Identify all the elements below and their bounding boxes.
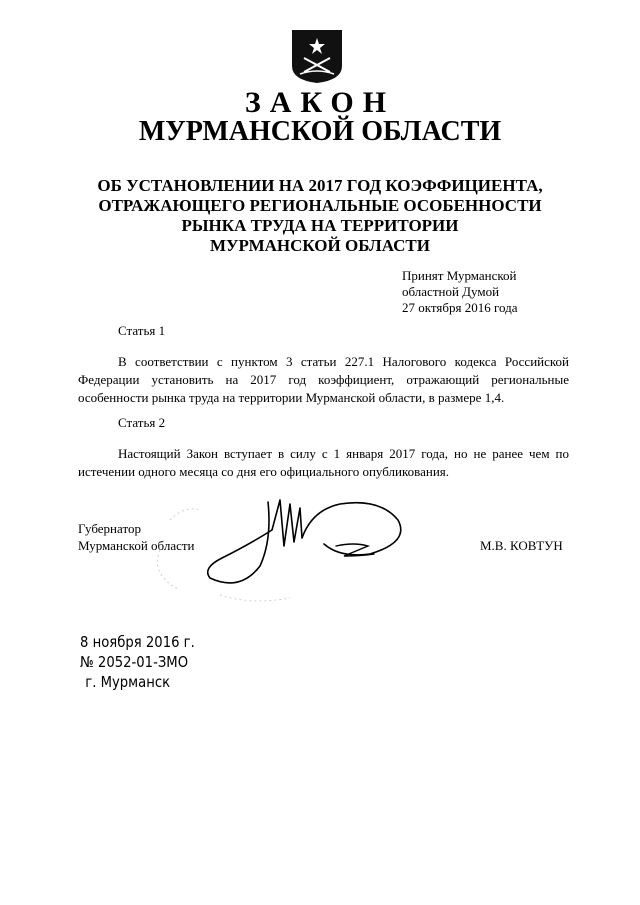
signatory-name: М.В. КОВТУН [480,538,563,553]
adoption-date: 27 октября 2016 года [402,300,518,315]
article-2-line: Настоящий Закон вступает в силу с 1 января 2017 года, но не ранее чем по [118,446,569,461]
law-title-line: ОБ УСТАНОВЛЕНИИ НА 2017 ГОД КОЭФФИЦИЕНТА, [97,176,543,195]
coat-of-arms-icon [290,28,344,84]
article-2-text [78,445,569,481]
article-1-line: В соответствии с пунктом 3 статьи 227.1 Налогового кодекса Российской [118,354,569,369]
law-title-line: ОТРАЖАЮЩЕГО РЕГИОНАЛЬНЫЕ ОСОБЕННОСТИ [98,196,542,215]
signatory-title-line: Мурманской области [78,538,195,553]
signatory-title-line: Губернатор [78,521,141,536]
adoption-note [402,268,518,316]
article-1-line: особенности рынка труда на территории Мурманской области, в размере 1,4. [78,390,505,405]
document-type: ЗАКОН [244,86,396,119]
law-title [60,176,580,256]
adoption-line: областной Думой [402,284,500,299]
signing-date: 8 ноября 2016 г. [80,633,195,651]
handwritten-signature-icon [140,480,440,610]
article-2-heading: Статья 2 [118,415,166,430]
article-2-line: истечении одного месяца со дня его официального опубликования. [78,464,450,479]
law-title-line: МУРМАНСКОЙ ОБЛАСТИ [210,236,430,255]
law-title-line: РЫНКА ТРУДА НА ТЕРРИТОРИИ [181,216,459,235]
article-1-heading: Статья 1 [118,323,166,338]
adoption-line: Принят Мурманской [402,268,517,283]
law-registration-block [80,632,195,692]
article-1-text [78,353,569,407]
article-1-line: Федерации установить на 2017 год коэффициент, отражающий региональные [78,372,569,387]
issuing-region: МУРМАНСКОЙ ОБЛАСТИ [138,116,502,147]
law-number: № 2052-01-ЗМО [80,653,189,671]
signing-city: г. Мурманск [85,673,171,691]
